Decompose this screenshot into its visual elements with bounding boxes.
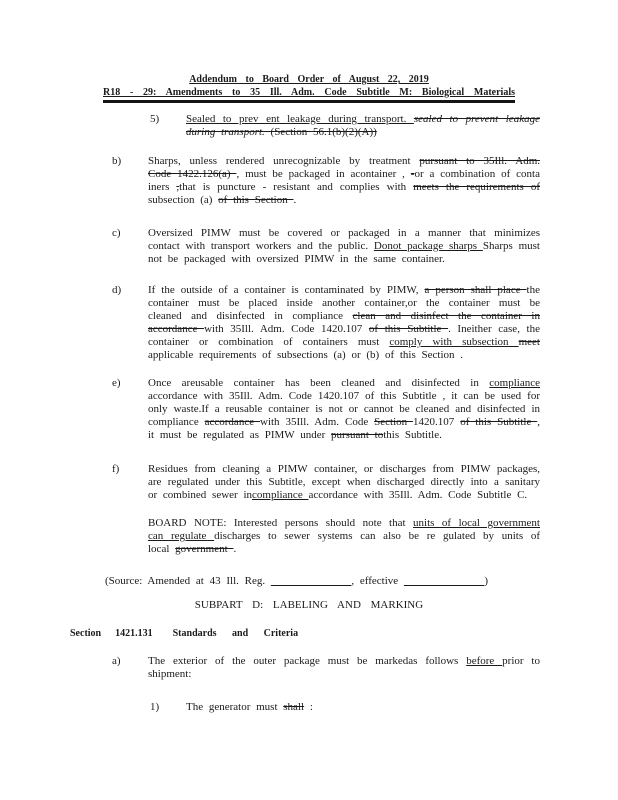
item-label: a) xyxy=(112,655,121,667)
deleted-text: a person shall place xyxy=(424,284,527,296)
section-heading-part: Section xyxy=(70,628,102,639)
text-run: or a combination of conta iners xyxy=(148,168,540,193)
text-run: . Ineither case, the container or combination of containers must xyxy=(148,323,540,348)
board-note xyxy=(148,517,540,556)
text-run: If the outside of a container is contaminated by PIMW, xyxy=(148,284,425,296)
text-run: The generator must xyxy=(186,701,284,713)
item-label: 5) xyxy=(150,113,160,125)
list-item-c xyxy=(0,227,540,266)
inserted-text: Donot package sharps xyxy=(373,240,483,252)
deleted-text: meet xyxy=(518,336,540,348)
deleted-text: sealed to prevent leakage during transport. xyxy=(186,113,540,138)
deleted-text: shall xyxy=(283,701,305,713)
section-heading xyxy=(0,627,540,640)
document-header xyxy=(103,74,515,103)
section-heading-part: Standards and Criteria xyxy=(172,628,299,639)
deleted-text: (Section 56.1(b)(2)(A)) xyxy=(270,126,377,138)
deleted-text: meets the requirements of xyxy=(413,181,540,193)
deleted-text: of this Subtitle xyxy=(460,416,538,428)
section-heading-part: 1421.131 xyxy=(115,628,153,639)
text-run: , it must be regulated as PIMW under xyxy=(148,416,541,441)
header-line-1 xyxy=(103,74,515,87)
text-run: BOARD NOTE: Interested persons should note that xyxy=(148,517,414,529)
deleted-text: clean and disinfect the container in accordance xyxy=(148,310,540,335)
text-run: . xyxy=(233,543,237,555)
inserted-text: compliance xyxy=(252,489,309,501)
item-text xyxy=(148,155,540,207)
deleted-text: of this Subtitle xyxy=(368,323,449,335)
item-label: f) xyxy=(112,463,120,475)
deleted-text: government xyxy=(175,543,234,555)
item-text xyxy=(148,227,540,266)
header-title: Addendum to Board Order of August 22, 2019 xyxy=(189,74,429,85)
text-run: Residues from cleaning a PIMW container, or discharges from PIMW packages, are regulated under this Subtitle, except when discharged directly into a sanitary or combined sewer in xyxy=(148,463,540,501)
text-run: with 35Ill. Adm. Code 1420.107 xyxy=(204,323,369,335)
item-text xyxy=(148,284,540,362)
list-item-d xyxy=(0,284,540,362)
text-run: Sharps, unless rendered unrecognizable by treatment xyxy=(148,155,420,167)
text-run: Once areusable container has been cleaned and disinfected in xyxy=(148,377,490,389)
text-run: The exterior of the outer package must be markedas follows xyxy=(148,655,467,667)
deleted-text: accordance xyxy=(204,416,260,428)
item-label: b) xyxy=(112,155,122,167)
text-run: this Subtitle. xyxy=(383,429,442,441)
inserted-text xyxy=(404,575,485,587)
item-text xyxy=(148,655,540,681)
item-text xyxy=(186,701,540,714)
item-label: e) xyxy=(112,377,121,389)
inserted-text: before xyxy=(466,655,503,667)
list-item-5 xyxy=(0,113,540,139)
text-run: the container must be placed inside another container,or the container must be cleaned and disinfected in compliance xyxy=(148,284,540,322)
item-text xyxy=(186,113,540,139)
deleted-text: Section xyxy=(374,416,414,428)
item-label: d) xyxy=(112,284,122,296)
text-run: ) xyxy=(484,575,489,587)
text-run: Sharps must not be packaged with oversized PIMW in the same container. xyxy=(148,240,540,265)
list-item-e xyxy=(0,377,540,442)
deleted-text: pursuant to xyxy=(331,429,384,441)
item-text xyxy=(148,377,540,442)
inserted-text: Sealed to prev ent leakage during transport. xyxy=(186,113,414,125)
header-subtitle: R18 - 29: Amendments to 35 Ill. Adm. Code Subtitle M: Biological Materials xyxy=(103,86,515,98)
list-item-a xyxy=(0,655,540,681)
inserted-text xyxy=(271,575,352,587)
text-run: with 35Ill. Adm. Code xyxy=(260,416,375,428)
list-item-f xyxy=(0,463,540,502)
deleted-text: pursuant to 35Ill. Adm. Code 1422.126(a) xyxy=(148,155,540,180)
text-run: accordance with 35Ill. Adm. Code Subtitle C. xyxy=(308,489,528,501)
document-body xyxy=(0,113,618,714)
subpart-heading: SUBPART D: LABELING AND MARKING xyxy=(194,599,424,611)
text-run: that is puncture - resistant and complies with xyxy=(179,181,414,193)
text-run: . xyxy=(293,194,297,206)
deleted-text: of this Section xyxy=(218,194,294,206)
text-run: , effective xyxy=(351,575,404,587)
text-run: prior to shipment: xyxy=(148,655,540,680)
text-run: accordance with 35Ill. Adm. Code 1420.107 of this Subtitle , it can be used for only waste.If a reusable container is not or cannot be cleaned and disinfected in compliance xyxy=(148,390,540,428)
text-run: Oversized PIMW must be covered or packaged in a manner that minimizes contact with transport workers and the public. xyxy=(148,227,540,252)
deleted-text: - xyxy=(410,168,415,180)
text-run: subsection (a) xyxy=(148,194,219,206)
item-label: c) xyxy=(112,227,121,239)
source-line xyxy=(105,575,540,588)
list-item-b xyxy=(0,155,540,207)
item-label: 1) xyxy=(150,701,160,713)
inserted-text: comply with subsection xyxy=(389,336,519,348)
inserted-text: units of local government can regulate xyxy=(148,517,540,542)
text-run: (Source: Amended at 43 Ill. Reg. xyxy=(105,575,271,587)
text-run: , must be packaged in acontainer , xyxy=(236,168,411,180)
text-run: : xyxy=(304,701,313,713)
inserted-text: compliance xyxy=(489,377,540,389)
item-text xyxy=(148,463,540,502)
text-run: applicable requirements of subsections (a) or (b) of this Section . xyxy=(148,349,464,361)
deleted-text: , xyxy=(176,181,180,193)
text-run: 1420.107 xyxy=(413,416,461,428)
text-run: discharges to sewer systems can also be re gulated by units of local xyxy=(148,530,541,555)
list-item-1 xyxy=(0,701,540,714)
